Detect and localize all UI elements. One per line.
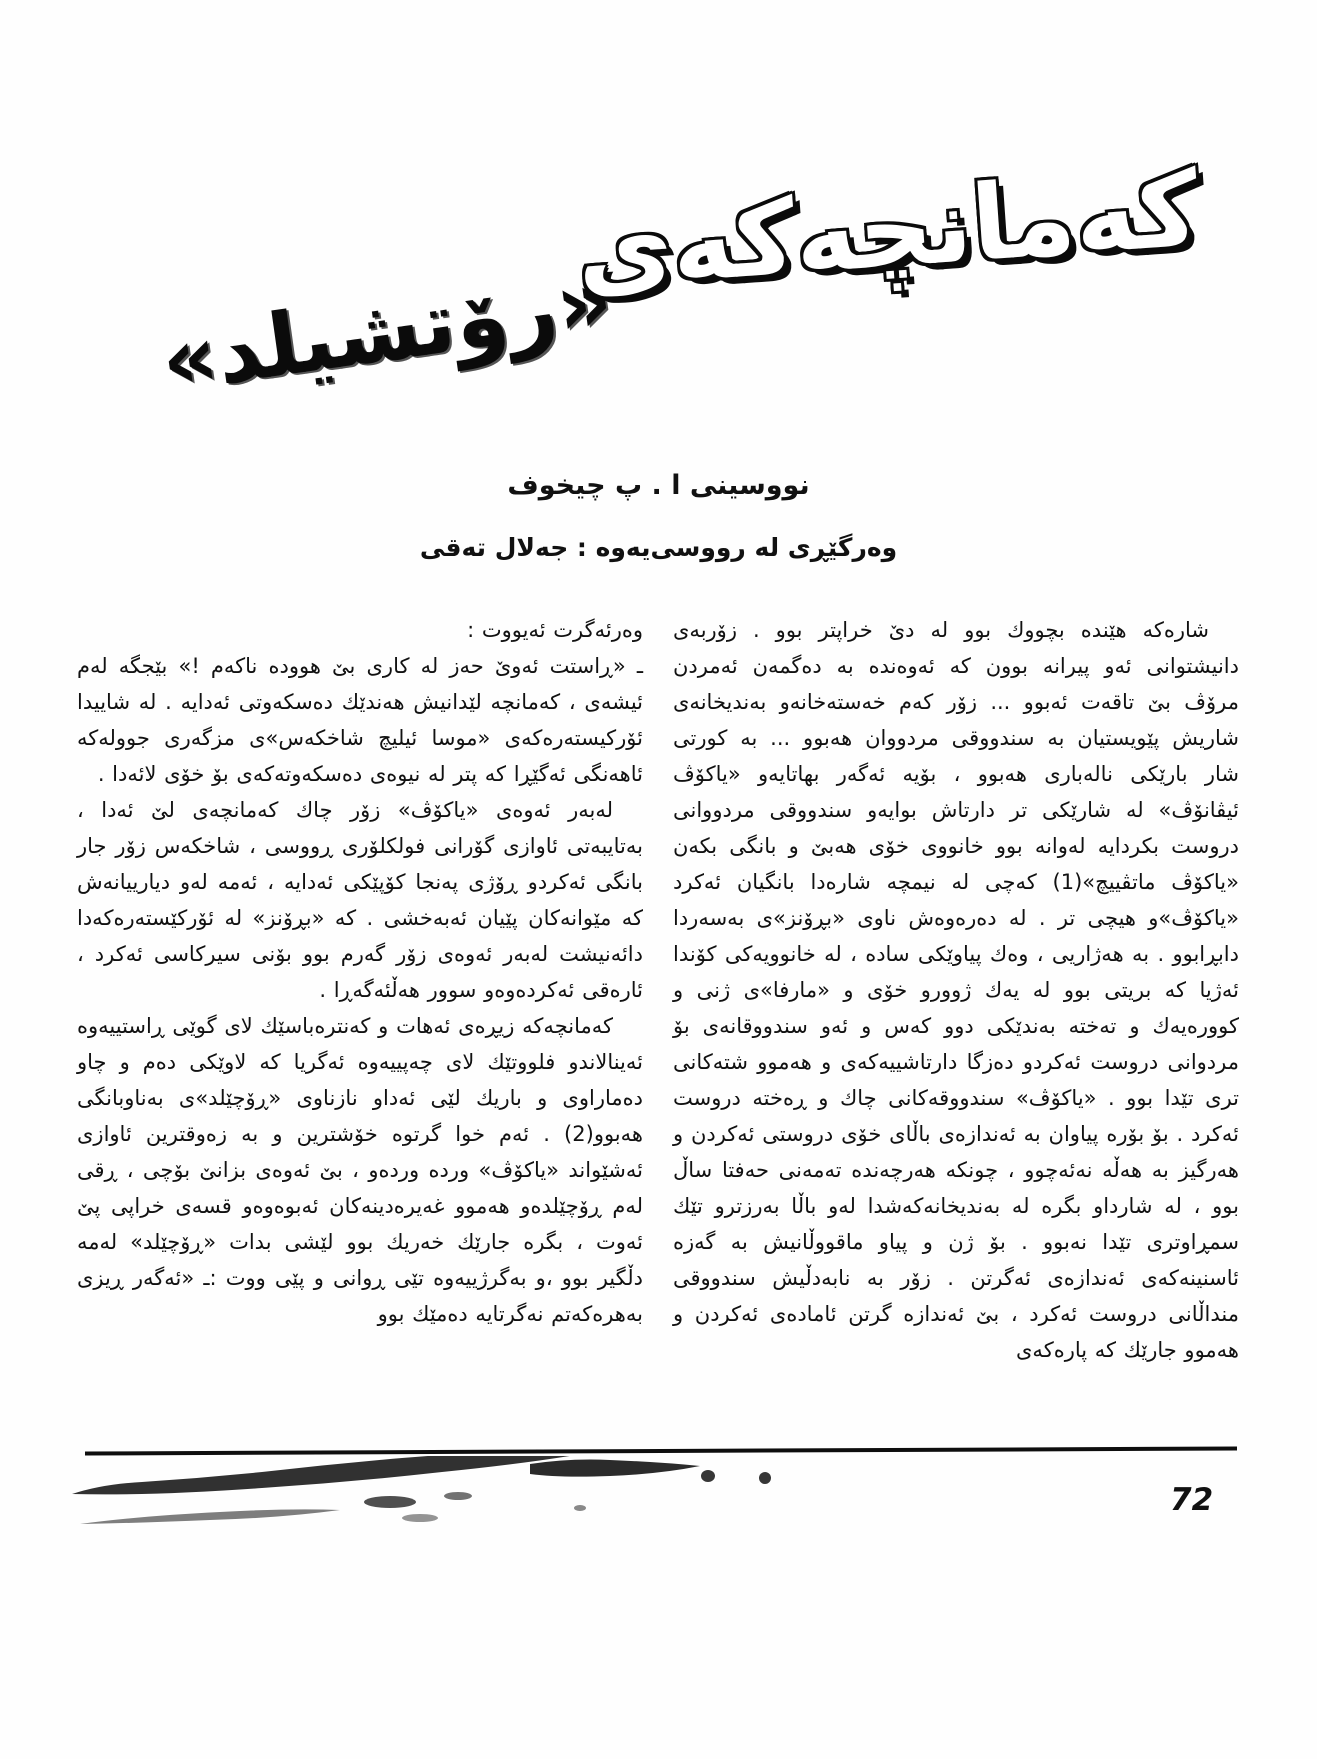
column-right: [673, 612, 1239, 1368]
footer-rule: [85, 1446, 1237, 1455]
column-left: [77, 612, 643, 1368]
paragraph: لەبەر ئەوەی «یاکۆڤ» زۆر چاك کەمانچەی لێ ئەدا ، بەتایبەتی ئاوازی گۆرانی فولکلۆری ڕووسی ، شاخکەس زۆر جار بانگی ئەکردو ڕۆژی پەنجا کۆپێکی ئەدایە ، ئەمە لەو دیارییانەش کە مێوانەکان پێیان ئەبەخشی . کە «بڕۆنز» لە ئۆرکێستەرەکەدا دائەنیشت لەبەر ئەوەی زۆر گەرم بوو بۆنی سیرکاسی ئەکرد ، ئارەقی ئەکردەوەو سوور هەڵئەگەڕا .: [77, 798, 643, 1002]
paragraph: ـ «ڕاستت ئەوێ حەز لە کاری بێ هوودە ناکەم !» بێجگە لەم ئیشەی ، کەمانچە لێدانیش هەندێك دەسکەوتی ئەدایە . لە شاییدا ئۆرکیستەرەکەی «موسا ئیلیچ شاخکەس»ی مزگەری جوولەکە ئاهەنگی ئەگێڕا کە پتر لە نیوەی دەسکەوتەکەی بۆ خۆی لائەدا .: [77, 654, 643, 786]
byline-author: نووسینی ا . پ چیخوف: [507, 470, 810, 501]
byline-translator: وەرگێڕی لە رووسی‌یەوە : جەلال تەقی: [419, 533, 898, 562]
paragraph: شارەکە هێندە بچووك بوو لە دێ خراپتر بوو . زۆربەی دانیشتوانی ئەو پیرانە بوون کە ئەوەندە بە دەگمەن ئەمردن مرۆڤ بێ تاقەت ئەبوو ... زۆر کەم خەستەخانەو بەندیخانەی شاریش پێویستیان بە سندووقی مردووان هەبوو ... بە کورتی شار بارێکی نالەباری هەبوو ، بۆیە ئەگەر بهاتایەو «یاکۆڤ ئیڤانۆڤ» لە شارێکی تر دارتاش بوایەو سندووقی مردووانی دروست بکردایە لەوانە بوو خانووی خۆی هەبێ و بانگی بکەن «یاکۆڤ ماتڤییچ»(1) کەچی لە نیمچە شارەدا بانگیان ئەکرد «یاکۆڤ»و هیچی تر . لە دەرەوەش ناوی «بڕۆنز»ی بەسەردا دابڕابوو . بە هەژاریی ، وەك پیاوێکی سادە ، لە خانوویەکی کۆندا ئەژیا کە بریتی بوو لە یەك ژوورو خۆی و «مارفا»ی ژنی و کوورەیەك و تەختە بەندێکی دوو کەس و ئەو سندووقانەی بۆ مردوانی دروست ئەکردو دەزگا دارتاشییەکەی و هەموو شتەکانی تری تێدا بوو . «یاکۆڤ» سندووقەکانی چاك و ڕەختە دروست ئەکرد . بۆ بۆرە پیاوان بە ئەندازەی باڵای خۆی دروستی ئەکردن و هەرگیز بە هەڵە نەئەچوو ، چونکە هەرچەندە تەمەنی حەفتا ساڵ بوو ، لە شارداو بگرە لە بەندیخانەکەشدا لەو باڵا بەرزترو تێك سمڕاوتری تێدا نەبوو . بۆ ژن و پیاو ماقووڵانیش بە گەزە ئاسنینەکەی ئەندازەی ئەگرتن . زۆر بە نابەدڵیش سندووقی منداڵانی دروست ئەکرد ، بێ ئەندازە گرتن ئامادەی ئەکردن و هەموو جارێك کە پارەکەی: [673, 618, 1239, 1362]
title-word-rothschild: «رۆتشیلد»: [155, 249, 619, 413]
ink-smudge-decoration: [60, 1456, 890, 1536]
title-word-kamancha: کەمانچەکەی: [572, 147, 1203, 313]
article-title-calligraphy: [0, 147, 1317, 450]
article-body: [76, 612, 1239, 1368]
paragraph: کەمانچەکە زیڕەی ئەهات و کەنترەباسێك لای گوێی ڕاستییەوە ئەینالاندو فلووتێك لای چەپییەوە ئەگریا کە لاوێکی دەم و چاو دەماراوی و باریك لێی ئەداو نازناوی «ڕۆچێلد»ی بەناوبانگی هەبوو(2) . ئەم خوا گرتوە خۆشترین و بە زەوقترین ئاوازی ئەشێواند «یاکۆڤ» وردە وردەو ، بێ ئەوەی بزانێ بۆچی ، ڕقی لەم ڕۆچێلدەو هەموو غەیرەدینەکان ئەبوەوەو قسەی خراپی پێ ئەوت ، بگرە جارێك خەریك بوو لێشی بدات «ڕۆچێلد» لەمە دڵگیر بوو ،و بەگرژییەوە تێی ڕوانی و پێی ووت :ـ «ئەگەر ڕیزی بەهرەکەتم نەگرتایە دەمێك بوو: [77, 1014, 643, 1326]
page-number: 72: [1170, 1482, 1214, 1518]
paragraph: وەرئەگرت ئەیووت :: [467, 618, 643, 642]
